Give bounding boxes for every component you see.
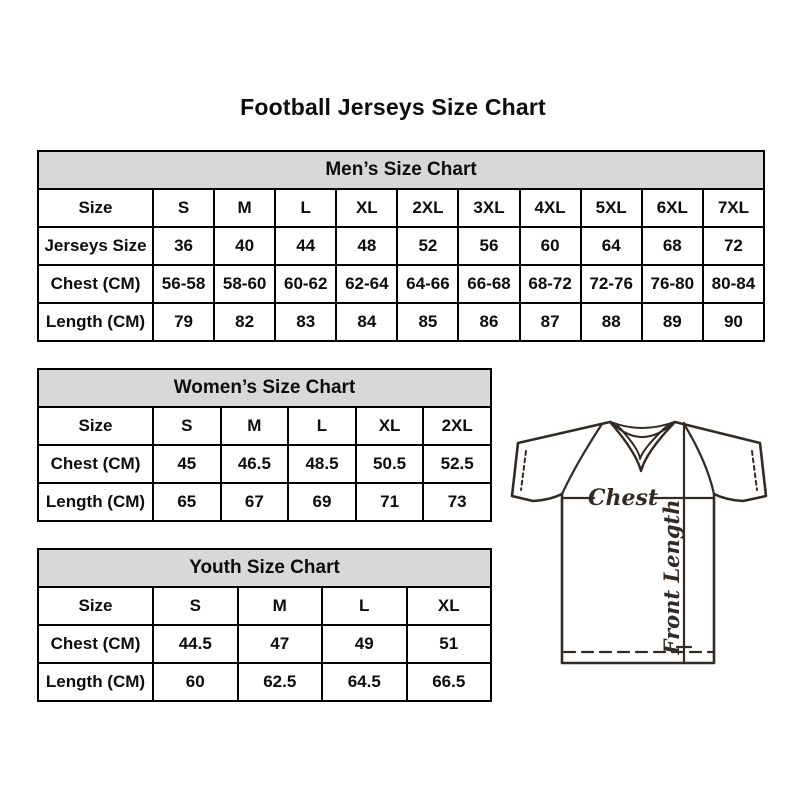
row-label-cell: Chest (CM) <box>38 445 153 483</box>
value-cell: 72 <box>703 227 764 265</box>
womens-table-header: Women’s Size Chart <box>37 368 492 408</box>
value-cell: 4XL <box>520 189 581 227</box>
value-cell: 64.5 <box>322 663 407 701</box>
value-cell: XL <box>407 587 492 625</box>
value-cell: 60 <box>520 227 581 265</box>
value-cell: 49 <box>322 625 407 663</box>
value-cell: 71 <box>356 483 424 521</box>
value-cell: 72-76 <box>581 265 642 303</box>
value-cell: 52.5 <box>423 445 491 483</box>
value-cell: 66.5 <box>407 663 492 701</box>
value-cell: 62-64 <box>336 265 397 303</box>
value-cell: 60 <box>153 663 238 701</box>
table-row <box>38 227 764 265</box>
value-cell: 62.5 <box>238 663 323 701</box>
value-cell: 64 <box>581 227 642 265</box>
value-cell: 40 <box>214 227 275 265</box>
value-cell: 76-80 <box>642 265 703 303</box>
value-cell: 36 <box>153 227 214 265</box>
row-label-cell: Chest (CM) <box>38 625 153 663</box>
table-row <box>38 265 764 303</box>
value-cell: XL <box>336 189 397 227</box>
table-row <box>38 483 491 521</box>
table-row <box>38 625 491 663</box>
value-cell: 82 <box>214 303 275 341</box>
value-cell: 48.5 <box>288 445 356 483</box>
value-cell: 3XL <box>458 189 519 227</box>
value-cell: 46.5 <box>221 445 289 483</box>
value-cell: 87 <box>520 303 581 341</box>
value-cell: 7XL <box>703 189 764 227</box>
value-cell: 69 <box>288 483 356 521</box>
value-cell: 67 <box>221 483 289 521</box>
value-cell: 2XL <box>423 407 491 445</box>
youth-table-grid <box>37 586 492 702</box>
value-cell: XL <box>356 407 424 445</box>
value-cell: S <box>153 189 214 227</box>
value-cell: 44 <box>275 227 336 265</box>
mens-table-grid <box>37 188 765 342</box>
value-cell: 51 <box>407 625 492 663</box>
value-cell: 80-84 <box>703 265 764 303</box>
value-cell: 89 <box>642 303 703 341</box>
value-cell: M <box>221 407 289 445</box>
value-cell: 84 <box>336 303 397 341</box>
row-label-cell: Jerseys Size <box>38 227 153 265</box>
jersey-right-seam <box>684 424 714 494</box>
table-row <box>38 587 491 625</box>
table-row <box>38 189 764 227</box>
value-cell: 79 <box>153 303 214 341</box>
value-cell: 83 <box>275 303 336 341</box>
table-row <box>38 303 764 341</box>
value-cell: 50.5 <box>356 445 424 483</box>
right-cuff-dashed-line <box>752 451 757 490</box>
value-cell: 66-68 <box>458 265 519 303</box>
womens-table-grid <box>37 406 492 522</box>
value-cell: 68-72 <box>520 265 581 303</box>
row-label-cell: Length (CM) <box>38 663 153 701</box>
row-label-cell: Size <box>38 407 153 445</box>
value-cell: L <box>275 189 336 227</box>
value-cell: S <box>153 407 221 445</box>
value-cell: 88 <box>581 303 642 341</box>
value-cell: 5XL <box>581 189 642 227</box>
value-cell: 65 <box>153 483 221 521</box>
value-cell: 60-62 <box>275 265 336 303</box>
youth-size-chart-table <box>37 548 492 702</box>
womens-size-chart-table <box>37 368 492 522</box>
value-cell: L <box>322 587 407 625</box>
value-cell: 85 <box>397 303 458 341</box>
row-label-cell: Length (CM) <box>38 303 153 341</box>
mens-table-header: Men’s Size Chart <box>37 150 765 190</box>
row-label-cell: Size <box>38 189 153 227</box>
row-label-cell: Chest (CM) <box>38 265 153 303</box>
youth-table-header: Youth Size Chart <box>37 548 492 588</box>
value-cell: 47 <box>238 625 323 663</box>
value-cell: 90 <box>703 303 764 341</box>
row-label-cell: Length (CM) <box>38 483 153 521</box>
collar-inner-v <box>616 424 669 459</box>
value-cell: 45 <box>153 445 221 483</box>
value-cell: M <box>214 189 275 227</box>
value-cell: 44.5 <box>153 625 238 663</box>
jersey-left-seam <box>562 424 602 494</box>
chest-label: Chest <box>587 485 659 511</box>
value-cell: 56-58 <box>153 265 214 303</box>
mens-size-chart-table <box>37 150 765 342</box>
value-cell: 2XL <box>397 189 458 227</box>
value-cell: 52 <box>397 227 458 265</box>
value-cell: M <box>238 587 323 625</box>
row-label-cell: Size <box>38 587 153 625</box>
jersey-measurement-diagram <box>500 408 778 680</box>
value-cell: 58-60 <box>214 265 275 303</box>
value-cell: 86 <box>458 303 519 341</box>
table-row <box>38 663 491 701</box>
table-row <box>38 445 491 483</box>
value-cell: S <box>153 587 238 625</box>
value-cell: 68 <box>642 227 703 265</box>
front-length-label: Front Length <box>659 499 684 655</box>
left-cuff-dashed-line <box>521 451 526 490</box>
table-row <box>38 407 491 445</box>
value-cell: 48 <box>336 227 397 265</box>
value-cell: 56 <box>458 227 519 265</box>
value-cell: L <box>288 407 356 445</box>
page-title: Football Jerseys Size Chart <box>240 94 546 120</box>
value-cell: 6XL <box>642 189 703 227</box>
value-cell: 64-66 <box>397 265 458 303</box>
value-cell: 73 <box>423 483 491 521</box>
